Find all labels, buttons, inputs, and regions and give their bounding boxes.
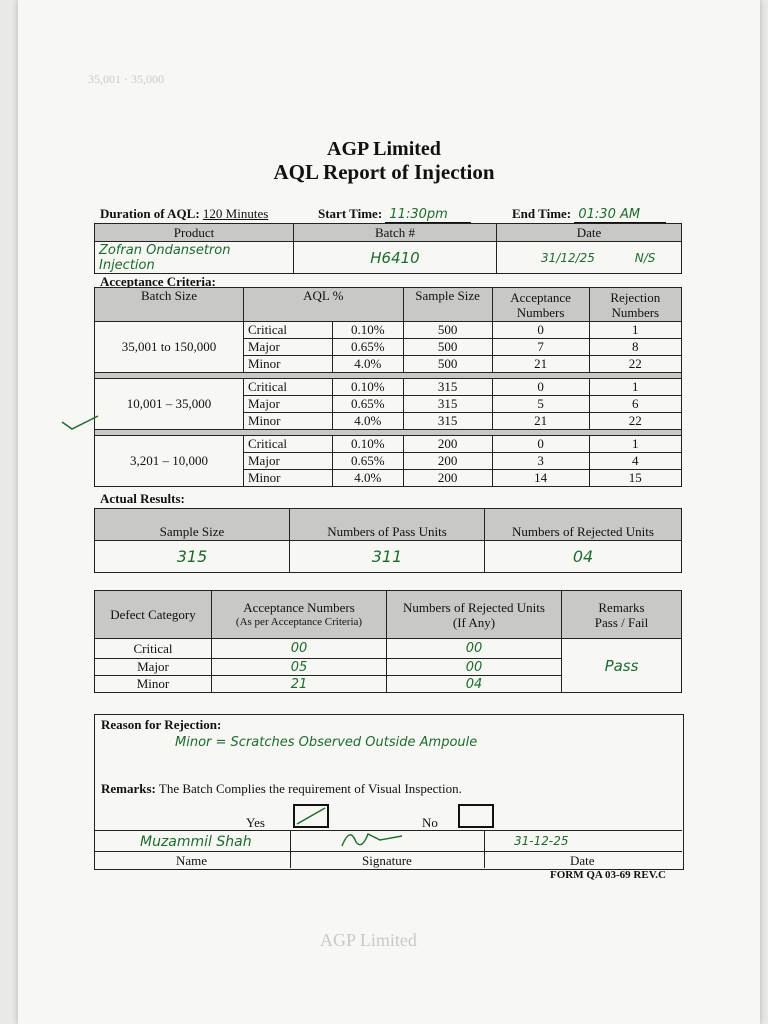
actual-results-table [94, 508, 682, 573]
sample-size-cell: 500 [403, 356, 492, 373]
signoff-divider [290, 830, 291, 868]
acceptance-criteria-label: Acceptance Criteria: [100, 274, 216, 289]
category-cell: Minor [244, 413, 333, 430]
actual-header: Numbers of Rejected Units [485, 509, 682, 541]
duration-label: Duration of AQL: [100, 206, 200, 221]
category-cell: Major [244, 453, 333, 470]
end-time-label: End Time: [512, 206, 572, 221]
aql-cell: 4.0% [333, 470, 404, 487]
date-header: Date [497, 224, 682, 242]
sample-size-cell: 200 [403, 436, 492, 453]
acceptance-cell: 3 [492, 453, 589, 470]
date-cell [497, 242, 682, 274]
acceptance-cell: 7 [492, 339, 589, 356]
sample-size-cell: 500 [403, 339, 492, 356]
shift-value: N/S [634, 250, 656, 265]
category-cell: Minor [244, 470, 333, 487]
rejection-cell: 1 [589, 436, 681, 453]
pass-fail-remark: Pass [562, 639, 682, 693]
rejected-number: 00 [387, 659, 562, 676]
defect-category: Critical [95, 639, 212, 659]
signoff-divider [484, 830, 485, 868]
acceptance-cell: 5 [492, 396, 589, 413]
rejection-cell: 22 [589, 413, 681, 430]
product-header: Product [95, 224, 294, 242]
defect-category: Minor [95, 676, 212, 693]
rejection-cell: 1 [589, 322, 681, 339]
acceptance-cell: 21 [492, 356, 589, 373]
company-name: AGP Limited [327, 138, 441, 160]
defect-header-line: Remarks [598, 599, 645, 615]
aql-cell: 0.10% [333, 436, 404, 453]
product-value: Zofran Ondansetron Injection [95, 242, 294, 274]
rejection-cell: 4 [589, 453, 681, 470]
acceptance-cell: 0 [492, 322, 589, 339]
end-time-field [512, 206, 666, 223]
name-value: Muzammil Shah [140, 834, 252, 850]
date-value: 31/12/25 [541, 250, 595, 265]
sample-size-cell: 315 [403, 396, 492, 413]
sample-size-cell: 200 [403, 453, 492, 470]
actual-header: Sample Size [95, 509, 290, 541]
defect-category: Major [95, 659, 212, 676]
check-mark-icon [60, 414, 100, 432]
rejection-cell: 1 [589, 379, 681, 396]
batch-header: Batch # [294, 224, 497, 242]
acceptance-number: 05 [212, 659, 387, 676]
criteria-header: Acceptance Numbers [492, 288, 589, 322]
aql-cell: 0.65% [333, 339, 404, 356]
aql-cell: 4.0% [333, 356, 404, 373]
sample-size-value: 315 [95, 541, 290, 573]
batch-size-cell: 10,001 – 35,000 [95, 379, 244, 430]
category-cell: Critical [244, 436, 333, 453]
acceptance-number: 21 [212, 676, 387, 693]
defect-header-line: Numbers of Rejected Units [403, 599, 545, 615]
acceptance-cell: 14 [492, 470, 589, 487]
end-time-value: 01:30 AM [574, 207, 666, 223]
criteria-header: Rejection Numbers [589, 288, 681, 322]
criteria-header: AQL % [244, 288, 404, 322]
category-cell: Critical [244, 322, 333, 339]
remarks-line [101, 781, 462, 797]
sample-size-cell: 500 [403, 322, 492, 339]
aql-cell: 4.0% [333, 413, 404, 430]
criteria-row [95, 379, 682, 396]
yes-checkbox[interactable] [293, 804, 329, 828]
sign-date-value: 31-12-25 [514, 834, 569, 848]
signature-mark [336, 824, 406, 852]
category-cell: Major [244, 339, 333, 356]
defect-header [387, 591, 562, 639]
acceptance-number: 00 [212, 639, 387, 659]
defect-header-sub: (If Any) [452, 614, 496, 630]
acceptance-cell: 0 [492, 436, 589, 453]
criteria-header: Batch Size [95, 288, 244, 322]
defect-header-line: Acceptance Numbers [243, 599, 355, 615]
defect-category-table [94, 590, 682, 693]
acceptance-criteria-table [94, 287, 682, 487]
remarks-text: The Batch Complies the requirement of Visual Inspection. [158, 781, 462, 796]
defect-header-sub: (As per Acceptance Criteria) [235, 615, 363, 628]
category-cell: Major [244, 396, 333, 413]
batch-value: H6410 [294, 242, 497, 274]
criteria-row [95, 436, 682, 453]
defect-header-sub: Pass / Fail [594, 614, 649, 630]
rejection-cell: 8 [589, 339, 681, 356]
yes-label: Yes [246, 815, 265, 830]
rejected-number: 04 [387, 676, 562, 693]
rejection-cell: 22 [589, 356, 681, 373]
aql-cell: 0.10% [333, 322, 404, 339]
aql-cell: 0.10% [333, 379, 404, 396]
acceptance-cell: 21 [492, 413, 589, 430]
actual-results-label: Actual Results: [100, 491, 185, 506]
aql-cell: 0.65% [333, 453, 404, 470]
defect-header [212, 591, 387, 639]
report-title: AQL Report of Injection [273, 160, 495, 184]
criteria-header: Sample Size [403, 288, 492, 322]
actual-header: Numbers of Pass Units [290, 509, 485, 541]
reason-label: Reason for Rejection: [101, 717, 222, 732]
check-mark-icon [295, 806, 327, 826]
acceptance-cell: 0 [492, 379, 589, 396]
no-label: No [422, 815, 438, 830]
duration-field [100, 206, 268, 222]
sample-size-cell: 315 [403, 413, 492, 430]
pass-units-value: 311 [290, 541, 485, 573]
rejection-cell: 15 [589, 470, 681, 487]
criteria-row [95, 322, 682, 339]
bleed-through-text: 35,001 · 35,000 [88, 72, 164, 86]
batch-size-cell: 35,001 to 150,000 [95, 322, 244, 373]
form-code: FORM QA 03-69 REV.C [550, 869, 666, 881]
start-time-value: 11:30pm [385, 207, 471, 223]
footer-signature-label: Signature [362, 853, 412, 868]
reason-value: Minor = Scratches Observed Outside Ampoule [175, 735, 478, 750]
sample-size-cell: 200 [403, 470, 492, 487]
category-cell: Minor [244, 356, 333, 373]
rejected-number: 00 [387, 639, 562, 659]
sample-size-cell: 315 [403, 379, 492, 396]
rejection-cell: 6 [589, 396, 681, 413]
defect-header [562, 591, 682, 639]
rejected-units-value: 04 [485, 541, 682, 573]
bleed-through-text: AGP Limited [320, 930, 417, 950]
category-cell: Critical [244, 379, 333, 396]
start-time-label: Start Time: [318, 206, 383, 221]
footer-date-label: Date [570, 853, 595, 868]
defect-header: Defect Category [95, 591, 212, 639]
no-checkbox[interactable] [458, 804, 494, 828]
duration-value: 120 Minutes [202, 206, 269, 221]
footer-name-label: Name [176, 853, 208, 868]
start-time-field [318, 206, 471, 223]
aql-cell: 0.65% [333, 396, 404, 413]
product-table [94, 223, 682, 274]
remarks-label: Remarks: [101, 781, 156, 796]
batch-size-cell: 3,201 – 10,000 [95, 436, 244, 487]
